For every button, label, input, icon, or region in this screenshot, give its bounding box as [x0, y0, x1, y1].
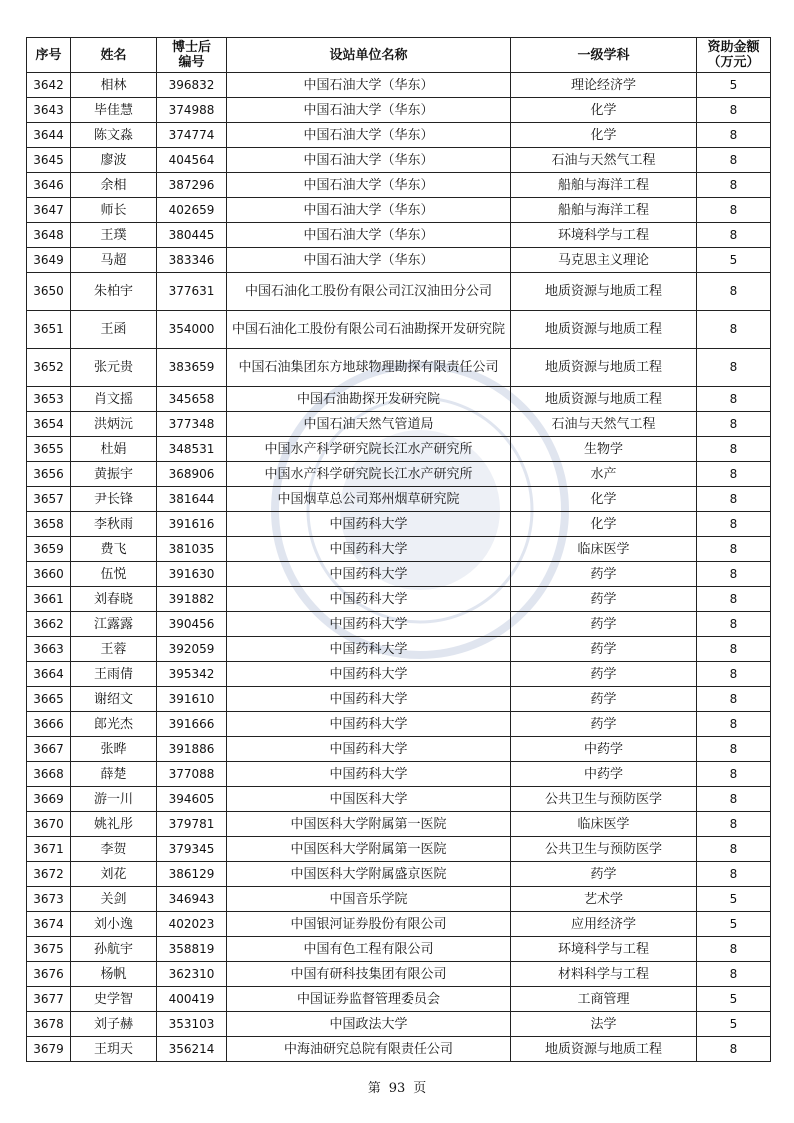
cell-unit: 中国石油大学（华东） [227, 198, 511, 223]
cell-name: 余相 [71, 173, 157, 198]
cell-unit: 中国石油大学（华东） [227, 98, 511, 123]
cell-name: 尹长锋 [71, 487, 157, 512]
cell-seq: 3668 [27, 762, 71, 787]
cell-id: 402023 [157, 912, 227, 937]
cell-unit: 中国医科大学 [227, 787, 511, 812]
cell-name: 关剑 [71, 887, 157, 912]
cell-amount: 5 [697, 248, 771, 273]
cell-amount: 5 [697, 1012, 771, 1037]
table-row [27, 862, 771, 887]
cell-amount: 8 [697, 311, 771, 349]
table-row [27, 712, 771, 737]
cell-id: 391886 [157, 737, 227, 762]
cell-id: 379781 [157, 812, 227, 837]
cell-seq: 3644 [27, 123, 71, 148]
table-row [27, 1012, 771, 1037]
cell-name: 刘子赫 [71, 1012, 157, 1037]
cell-name: 谢绍文 [71, 687, 157, 712]
table-row [27, 537, 771, 562]
cell-amount: 8 [697, 349, 771, 387]
cell-id: 381035 [157, 537, 227, 562]
cell-id: 380445 [157, 223, 227, 248]
cell-amount: 5 [697, 987, 771, 1012]
cell-name: 伍悦 [71, 562, 157, 587]
cell-amount: 8 [697, 962, 771, 987]
cell-id: 391616 [157, 512, 227, 537]
cell-id: 358819 [157, 937, 227, 962]
cell-discipline: 地质资源与地质工程 [511, 273, 697, 311]
cell-seq: 3661 [27, 587, 71, 612]
table-row [27, 1037, 771, 1062]
cell-seq: 3647 [27, 198, 71, 223]
col-header-discipline: 一级学科 [511, 38, 697, 73]
cell-unit: 中国音乐学院 [227, 887, 511, 912]
cell-discipline: 化学 [511, 98, 697, 123]
table-row [27, 73, 771, 98]
cell-id: 390456 [157, 612, 227, 637]
table-row [27, 887, 771, 912]
cell-unit: 中国石油大学（华东） [227, 248, 511, 273]
cell-amount: 5 [697, 887, 771, 912]
cell-name: 费飞 [71, 537, 157, 562]
table-row [27, 837, 771, 862]
cell-amount: 8 [697, 662, 771, 687]
cell-amount: 8 [697, 387, 771, 412]
cell-amount: 8 [697, 223, 771, 248]
cell-unit: 中国药科大学 [227, 512, 511, 537]
col-header-seq: 序号 [27, 38, 71, 73]
cell-discipline: 化学 [511, 123, 697, 148]
cell-name: 朱柏宇 [71, 273, 157, 311]
table-row [27, 637, 771, 662]
cell-name: 王蓉 [71, 637, 157, 662]
col-header-amount: 资助金额 （万元） [697, 38, 771, 73]
cell-unit: 中国医科大学附属第一医院 [227, 812, 511, 837]
table-row [27, 223, 771, 248]
table-row [27, 562, 771, 587]
cell-amount: 8 [697, 687, 771, 712]
table-row [27, 987, 771, 1012]
cell-seq: 3678 [27, 1012, 71, 1037]
cell-id: 383346 [157, 248, 227, 273]
cell-id: 377088 [157, 762, 227, 787]
cell-id: 383659 [157, 349, 227, 387]
cell-seq: 3652 [27, 349, 71, 387]
cell-id: 377631 [157, 273, 227, 311]
cell-unit: 中国银河证券股份有限公司 [227, 912, 511, 937]
cell-unit: 中国石油化工股份有限公司石油勘探开发研究院 [227, 311, 511, 349]
cell-id: 391666 [157, 712, 227, 737]
table-row [27, 962, 771, 987]
cell-amount: 5 [697, 912, 771, 937]
table-row [27, 437, 771, 462]
cell-discipline: 药学 [511, 862, 697, 887]
cell-amount: 8 [697, 437, 771, 462]
cell-name: 王雨倩 [71, 662, 157, 687]
cell-id: 354000 [157, 311, 227, 349]
cell-discipline: 公共卫生与预防医学 [511, 837, 697, 862]
cell-amount: 8 [697, 612, 771, 637]
cell-name: 杜娟 [71, 437, 157, 462]
col-header-id: 博士后 编号 [157, 38, 227, 73]
table-row [27, 123, 771, 148]
cell-discipline: 中药学 [511, 762, 697, 787]
cell-discipline: 药学 [511, 637, 697, 662]
cell-seq: 3643 [27, 98, 71, 123]
cell-seq: 3645 [27, 148, 71, 173]
cell-id: 377348 [157, 412, 227, 437]
cell-unit: 中国石油大学（华东） [227, 148, 511, 173]
cell-seq: 3677 [27, 987, 71, 1012]
cell-seq: 3650 [27, 273, 71, 311]
cell-seq: 3653 [27, 387, 71, 412]
table-row [27, 587, 771, 612]
cell-discipline: 药学 [511, 712, 697, 737]
table-row [27, 812, 771, 837]
cell-seq: 3649 [27, 248, 71, 273]
cell-seq: 3665 [27, 687, 71, 712]
cell-discipline: 理论经济学 [511, 73, 697, 98]
cell-unit: 中国药科大学 [227, 762, 511, 787]
table-row [27, 512, 771, 537]
cell-unit: 中国医科大学附属第一医院 [227, 837, 511, 862]
cell-id: 379345 [157, 837, 227, 862]
cell-unit: 中国医科大学附属盛京医院 [227, 862, 511, 887]
cell-amount: 8 [697, 737, 771, 762]
cell-unit: 中国药科大学 [227, 737, 511, 762]
cell-discipline: 石油与天然气工程 [511, 148, 697, 173]
cell-amount: 8 [697, 837, 771, 862]
cell-unit: 中国药科大学 [227, 687, 511, 712]
table-row [27, 273, 771, 311]
cell-discipline: 化学 [511, 512, 697, 537]
cell-name: 杨帆 [71, 962, 157, 987]
cell-discipline: 地质资源与地质工程 [511, 349, 697, 387]
cell-seq: 3663 [27, 637, 71, 662]
cell-amount: 8 [697, 273, 771, 311]
cell-discipline: 药学 [511, 687, 697, 712]
cell-id: 392059 [157, 637, 227, 662]
cell-seq: 3674 [27, 912, 71, 937]
cell-unit: 中国水产科学研究院长江水产研究所 [227, 437, 511, 462]
cell-seq: 3655 [27, 437, 71, 462]
cell-name: 洪炳沅 [71, 412, 157, 437]
cell-amount: 8 [697, 512, 771, 537]
cell-name: 史学智 [71, 987, 157, 1012]
cell-seq: 3671 [27, 837, 71, 862]
cell-discipline: 马克思主义理论 [511, 248, 697, 273]
cell-id: 396832 [157, 73, 227, 98]
cell-unit: 中国药科大学 [227, 662, 511, 687]
table-row [27, 173, 771, 198]
cell-id: 391630 [157, 562, 227, 587]
cell-name: 张晔 [71, 737, 157, 762]
cell-seq: 3679 [27, 1037, 71, 1062]
cell-seq: 3666 [27, 712, 71, 737]
table-row [27, 311, 771, 349]
cell-name: 陈文淼 [71, 123, 157, 148]
cell-amount: 8 [697, 1037, 771, 1062]
cell-unit: 中国烟草总公司郑州烟草研究院 [227, 487, 511, 512]
cell-discipline: 中药学 [511, 737, 697, 762]
cell-seq: 3654 [27, 412, 71, 437]
cell-id: 356214 [157, 1037, 227, 1062]
cell-seq: 3673 [27, 887, 71, 912]
cell-seq: 3664 [27, 662, 71, 687]
cell-amount: 8 [697, 412, 771, 437]
cell-name: 江露露 [71, 612, 157, 637]
cell-amount: 8 [697, 173, 771, 198]
cell-discipline: 临床医学 [511, 812, 697, 837]
cell-unit: 中国药科大学 [227, 712, 511, 737]
table-row [27, 737, 771, 762]
table-row [27, 98, 771, 123]
cell-seq: 3659 [27, 537, 71, 562]
cell-amount: 8 [697, 712, 771, 737]
cell-discipline: 药学 [511, 662, 697, 687]
cell-name: 廖波 [71, 148, 157, 173]
page-number: 93 [388, 1081, 406, 1096]
col-header-name: 姓名 [71, 38, 157, 73]
table-row [27, 487, 771, 512]
cell-id: 400419 [157, 987, 227, 1012]
cell-id: 386129 [157, 862, 227, 887]
cell-amount: 8 [697, 787, 771, 812]
cell-name: 马超 [71, 248, 157, 273]
page-prefix: 第 [367, 1081, 381, 1096]
cell-discipline: 法学 [511, 1012, 697, 1037]
cell-name: 张元贵 [71, 349, 157, 387]
table-row [27, 462, 771, 487]
col-header-unit: 设站单位名称 [227, 38, 511, 73]
cell-unit: 中国药科大学 [227, 587, 511, 612]
cell-name: 相林 [71, 73, 157, 98]
cell-discipline: 临床医学 [511, 537, 697, 562]
cell-discipline: 地质资源与地质工程 [511, 1037, 697, 1062]
cell-unit: 中国石油天然气管道局 [227, 412, 511, 437]
cell-amount: 8 [697, 562, 771, 587]
cell-id: 353103 [157, 1012, 227, 1037]
cell-unit: 中国药科大学 [227, 637, 511, 662]
cell-name: 姚礼彤 [71, 812, 157, 837]
cell-unit: 中国石油大学（华东） [227, 73, 511, 98]
cell-name: 游一川 [71, 787, 157, 812]
cell-discipline: 药学 [511, 562, 697, 587]
cell-name: 薛楚 [71, 762, 157, 787]
cell-name: 师长 [71, 198, 157, 223]
cell-id: 374988 [157, 98, 227, 123]
table-row [27, 762, 771, 787]
cell-amount: 8 [697, 587, 771, 612]
cell-name: 王函 [71, 311, 157, 349]
cell-amount: 8 [697, 812, 771, 837]
cell-unit: 中国石油大学（华东） [227, 223, 511, 248]
cell-amount: 8 [697, 462, 771, 487]
cell-unit: 中国政法大学 [227, 1012, 511, 1037]
cell-discipline: 工商管理 [511, 987, 697, 1012]
cell-seq: 3669 [27, 787, 71, 812]
table-row [27, 148, 771, 173]
cell-name: 王玥天 [71, 1037, 157, 1062]
cell-discipline: 应用经济学 [511, 912, 697, 937]
cell-name: 王璞 [71, 223, 157, 248]
cell-amount: 8 [697, 937, 771, 962]
cell-name: 郎光杰 [71, 712, 157, 737]
table-row [27, 349, 771, 387]
cell-discipline: 船舶与海洋工程 [511, 198, 697, 223]
cell-unit: 中海油研究总院有限责任公司 [227, 1037, 511, 1062]
cell-discipline: 地质资源与地质工程 [511, 311, 697, 349]
cell-discipline: 石油与天然气工程 [511, 412, 697, 437]
table-row [27, 387, 771, 412]
cell-amount: 8 [697, 198, 771, 223]
cell-discipline: 水产 [511, 462, 697, 487]
cell-id: 346943 [157, 887, 227, 912]
cell-id: 391610 [157, 687, 227, 712]
cell-amount: 8 [697, 637, 771, 662]
page-suffix: 页 [413, 1081, 427, 1096]
cell-seq: 3676 [27, 962, 71, 987]
cell-id: 348531 [157, 437, 227, 462]
cell-id: 387296 [157, 173, 227, 198]
table-row [27, 687, 771, 712]
cell-amount: 8 [697, 123, 771, 148]
cell-discipline: 船舶与海洋工程 [511, 173, 697, 198]
cell-seq: 3675 [27, 937, 71, 962]
cell-name: 李贺 [71, 837, 157, 862]
cell-unit: 中国石油化工股份有限公司江汉油田分公司 [227, 273, 511, 311]
cell-name: 孙航宇 [71, 937, 157, 962]
cell-name: 毕佳慧 [71, 98, 157, 123]
table-row [27, 912, 771, 937]
cell-seq: 3648 [27, 223, 71, 248]
cell-unit: 中国石油勘探开发研究院 [227, 387, 511, 412]
cell-seq: 3657 [27, 487, 71, 512]
cell-id: 404564 [157, 148, 227, 173]
funding-table [26, 37, 771, 1062]
cell-seq: 3651 [27, 311, 71, 349]
cell-discipline: 化学 [511, 487, 697, 512]
table-row [27, 787, 771, 812]
cell-id: 374774 [157, 123, 227, 148]
cell-unit: 中国药科大学 [227, 612, 511, 637]
cell-id: 362310 [157, 962, 227, 987]
cell-discipline: 药学 [511, 612, 697, 637]
cell-amount: 8 [697, 762, 771, 787]
cell-seq: 3658 [27, 512, 71, 537]
cell-amount: 8 [697, 487, 771, 512]
cell-amount: 8 [697, 98, 771, 123]
cell-amount: 8 [697, 148, 771, 173]
cell-unit: 中国药科大学 [227, 562, 511, 587]
table-row [27, 937, 771, 962]
cell-seq: 3642 [27, 73, 71, 98]
cell-discipline: 环境科学与工程 [511, 223, 697, 248]
cell-id: 391882 [157, 587, 227, 612]
cell-unit: 中国有研科技集团有限公司 [227, 962, 511, 987]
cell-amount: 8 [697, 537, 771, 562]
cell-unit: 中国证券监督管理委员会 [227, 987, 511, 1012]
cell-discipline: 公共卫生与预防医学 [511, 787, 697, 812]
cell-id: 368906 [157, 462, 227, 487]
table-row [27, 248, 771, 273]
cell-seq: 3672 [27, 862, 71, 887]
cell-discipline: 地质资源与地质工程 [511, 387, 697, 412]
cell-discipline: 材料科学与工程 [511, 962, 697, 987]
cell-name: 刘小逸 [71, 912, 157, 937]
cell-unit: 中国石油大学（华东） [227, 123, 511, 148]
cell-amount: 5 [697, 73, 771, 98]
table-row [27, 612, 771, 637]
page-footer [0, 1077, 794, 1096]
cell-unit: 中国水产科学研究院长江水产研究所 [227, 462, 511, 487]
table-header-row [27, 38, 771, 73]
cell-name: 刘春晓 [71, 587, 157, 612]
cell-name: 黄振宇 [71, 462, 157, 487]
table-row [27, 662, 771, 687]
cell-seq: 3667 [27, 737, 71, 762]
table-row [27, 198, 771, 223]
cell-id: 402659 [157, 198, 227, 223]
cell-seq: 3670 [27, 812, 71, 837]
table-row [27, 412, 771, 437]
cell-unit: 中国石油大学（华东） [227, 173, 511, 198]
cell-name: 刘花 [71, 862, 157, 887]
cell-seq: 3646 [27, 173, 71, 198]
cell-discipline: 艺术学 [511, 887, 697, 912]
cell-unit: 中国石油集团东方地球物理勘探有限责任公司 [227, 349, 511, 387]
cell-discipline: 环境科学与工程 [511, 937, 697, 962]
cell-id: 395342 [157, 662, 227, 687]
cell-discipline: 生物学 [511, 437, 697, 462]
cell-name: 肖文摇 [71, 387, 157, 412]
cell-seq: 3660 [27, 562, 71, 587]
cell-unit: 中国有色工程有限公司 [227, 937, 511, 962]
cell-id: 381644 [157, 487, 227, 512]
cell-id: 345658 [157, 387, 227, 412]
cell-name: 李秋雨 [71, 512, 157, 537]
cell-unit: 中国药科大学 [227, 537, 511, 562]
cell-seq: 3662 [27, 612, 71, 637]
cell-amount: 8 [697, 862, 771, 887]
cell-seq: 3656 [27, 462, 71, 487]
cell-id: 394605 [157, 787, 227, 812]
cell-discipline: 药学 [511, 587, 697, 612]
